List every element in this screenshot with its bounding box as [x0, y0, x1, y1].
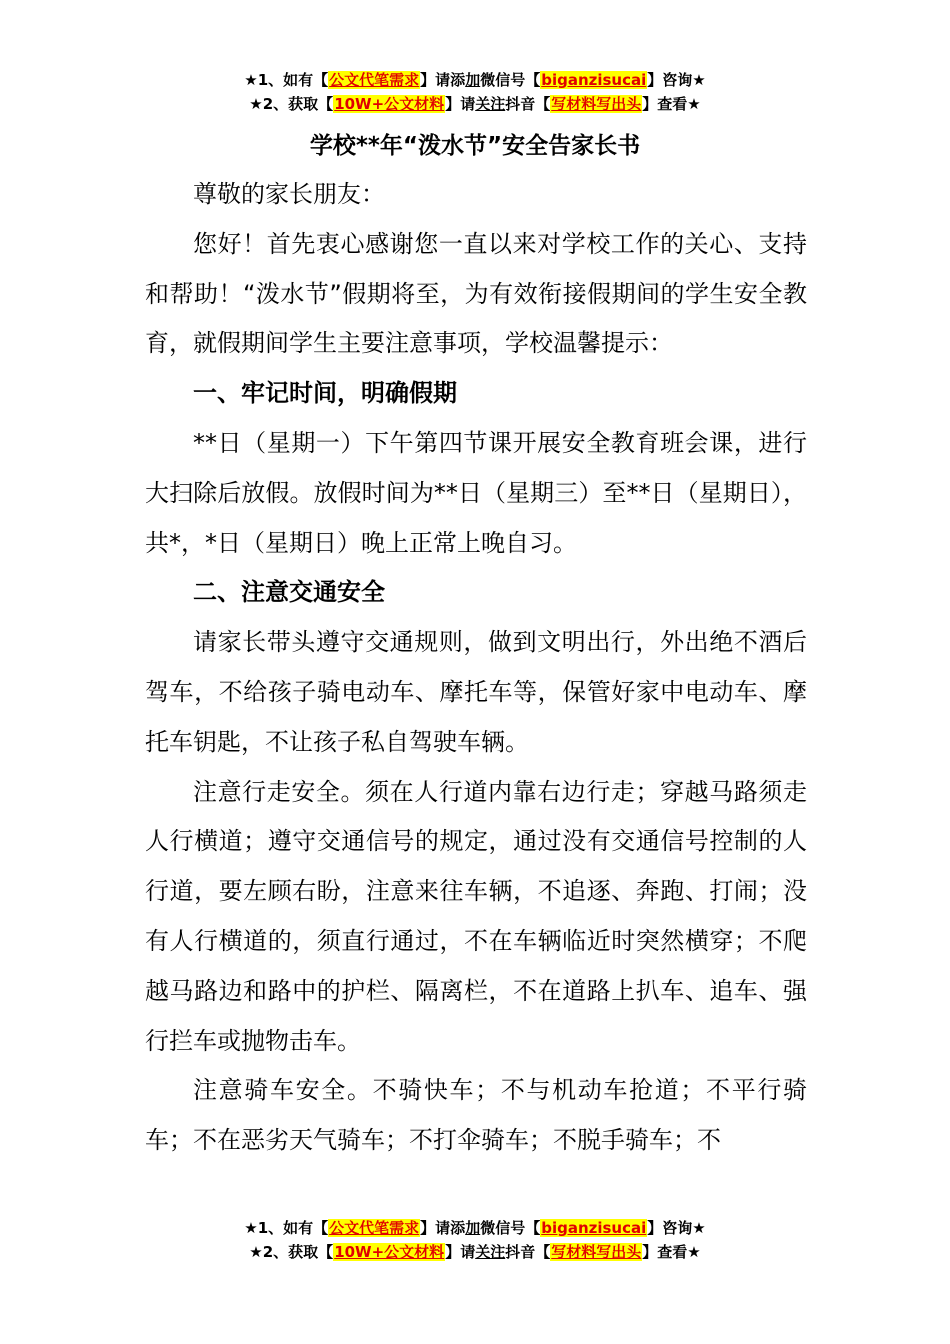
banner-line-2 — [0, 1240, 950, 1264]
document-body — [145, 170, 807, 1166]
banner-highlight: biganzisucai — [541, 71, 647, 89]
section-heading-2: 二、注意交通安全 — [193, 578, 385, 607]
banner-text: 微信号【 — [480, 1219, 541, 1237]
banner-line-2 — [0, 92, 950, 116]
paragraph-cycling: 注意骑车安全。不骑快车；不与机动车抢道；不平行骑车；不在恶劣天气骑车；不打伞骑车；不脱手骑车；不 — [145, 1076, 807, 1155]
banner-text: 】请 — [445, 1243, 476, 1261]
banner-line-1 — [0, 68, 950, 92]
banner-text: 抖音【 — [505, 95, 551, 113]
banner-line-1 — [0, 1216, 950, 1240]
paragraph-walking: 注意行走安全。须在人行道内靠右边行走；穿越马路须走人行横道；遵守交通信号的规定，通过没有交通信号控制的人行道，要左顾右盼，注意来往车辆，不追逐、奔跑、打闹；没有人行横道的，须直行通过，不在车辆临近时突然横穿；不爬越马路边和路中的护栏、隔离栏，不在道路上扒车、追车、强行拦车或抛物击车。 — [145, 777, 807, 1055]
banner-text: 】咨询★ — [647, 1219, 706, 1237]
banner-text: 】请添 — [420, 71, 466, 89]
banner-text: 】请 — [445, 95, 476, 113]
banner-text: 】查看★ — [642, 1243, 701, 1261]
section-heading-1: 一、牢记时间，明确假期 — [193, 379, 457, 408]
banner-highlight: 公文代笔需求 — [329, 1219, 420, 1237]
bottom-banner — [0, 1216, 950, 1264]
banner-text: 】请添 — [420, 1219, 466, 1237]
paragraph-intro: 您好！首先衷心感谢您一直以来对学校工作的关心、支持和帮助！“泼水节”假期将至，为有效衔接假期间的学生安全教育，就假期间学生主要注意事项，学校温馨提示： — [145, 229, 807, 358]
banner-highlight: 写材料写出头 — [551, 1243, 642, 1261]
paragraph-traffic: 请家长带头遵守交通规则，做到文明出行，外出绝不酒后驾车，不给孩子骑电动车、摩托车等，保管好家中电动车、摩托车钥匙，不让孩子私自驾驶车辆。 — [145, 628, 807, 756]
banner-highlight: biganzisucai — [541, 1219, 647, 1237]
banner-text: 微信号【 — [480, 71, 541, 89]
banner-highlight: 10W+公文材料 — [334, 1243, 445, 1261]
document-title: 学校**年“泼水节”安全告家长书 — [309, 133, 641, 159]
banner-highlight: 写材料写出头 — [551, 95, 642, 113]
banner-underlined: 加 — [465, 71, 481, 89]
banner-text: 抖音【 — [505, 1243, 551, 1261]
paragraph-schedule: **日（星期一）下午第四节课开展安全教育班会课，进行大扫除后放假。放假时间为**日（星期三）至**日（星期日），共*，*日（星期日）晚上正常上晚自习。 — [145, 428, 807, 557]
banner-text: 】咨询★ — [647, 71, 706, 89]
top-banner — [0, 68, 950, 116]
banner-text: ★1、如有【 — [244, 71, 329, 89]
banner-text: ★2、获取【 — [249, 1243, 334, 1261]
banner-underlined: 关注 — [475, 95, 506, 113]
salutation: 尊敬的家长朋友： — [193, 180, 385, 208]
banner-text: ★2、获取【 — [249, 95, 334, 113]
banner-text: ★1、如有【 — [244, 1219, 329, 1237]
banner-highlight: 公文代笔需求 — [329, 71, 420, 89]
banner-text: 】查看★ — [642, 95, 701, 113]
banner-underlined: 加 — [465, 1219, 481, 1237]
banner-highlight: 10W+公文材料 — [334, 95, 445, 113]
banner-underlined: 关注 — [475, 1243, 506, 1261]
